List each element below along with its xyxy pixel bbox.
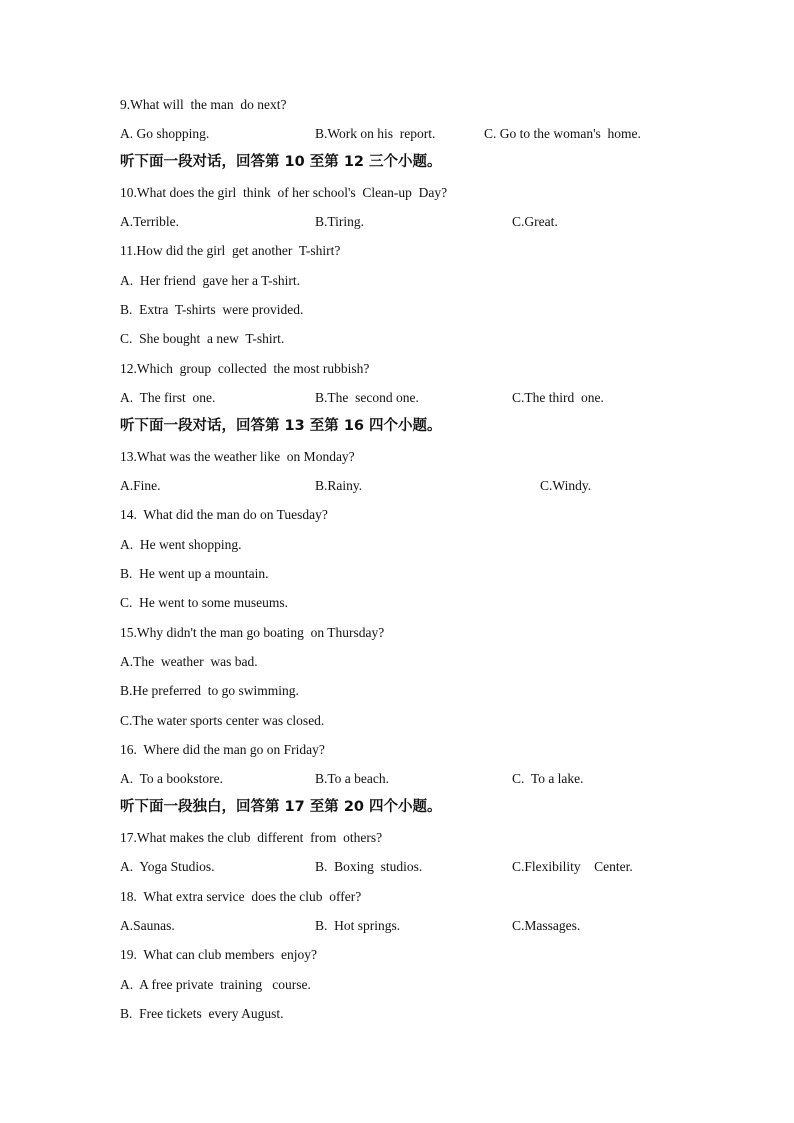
q9-option-b: B.Work on his report. bbox=[315, 126, 436, 141]
question-12: 12.Which group collected the most rubbish? bbox=[120, 361, 370, 376]
question-14: 14. What did the man do on Tuesday? bbox=[120, 507, 328, 522]
q18-option-b: B. Hot springs. bbox=[315, 918, 401, 933]
q12-option-c: C.The third one. bbox=[512, 390, 604, 405]
q14-option-b: B. He went up a mountain. bbox=[120, 566, 269, 581]
q11-option-c: C. She bought a new T-shirt. bbox=[120, 331, 285, 346]
q18-option-c: C.Massages. bbox=[512, 918, 581, 933]
q19-option-a: A. A free private training course. bbox=[120, 977, 311, 992]
section-header-13-16: 听下面一段对话，回答第 13 至第 16 四个小题。 bbox=[120, 418, 442, 434]
q11-option-b: B. Extra T-shirts were provided. bbox=[120, 302, 304, 317]
q15-option-c: C.The water sports center was closed. bbox=[120, 713, 325, 728]
q10-option-b: B.Tiring. bbox=[315, 214, 365, 229]
question-11: 11.How did the girl get another T-shirt? bbox=[120, 243, 341, 258]
question-13: 13.What was the weather like on Monday? bbox=[120, 449, 355, 464]
q13-option-c: C.Windy. bbox=[540, 478, 592, 493]
question-19: 19. What can club members enjoy? bbox=[120, 947, 317, 962]
q16-option-a: A. To a bookstore. bbox=[120, 771, 224, 786]
q12-option-a: A. The first one. bbox=[120, 390, 216, 405]
q9-option-a: A. Go shopping. bbox=[120, 126, 210, 141]
q17-option-b: B. Boxing studios. bbox=[315, 859, 423, 874]
question-9: 9.What will the man do next? bbox=[120, 97, 287, 112]
q10-option-a: A.Terrible. bbox=[120, 214, 180, 229]
q9-option-c: C. Go to the woman's home. bbox=[484, 126, 641, 141]
q10-option-c: C.Great. bbox=[512, 214, 558, 229]
question-16: 16. Where did the man go on Friday? bbox=[120, 742, 325, 757]
q17-option-a: A. Yoga Studios. bbox=[120, 859, 215, 874]
q13-option-b: B.Rainy. bbox=[315, 478, 363, 493]
q15-option-a: A.The weather was bad. bbox=[120, 654, 258, 669]
q13-option-a: A.Fine. bbox=[120, 478, 161, 493]
q17-option-c: C.Flexibility Center. bbox=[512, 859, 633, 874]
question-10: 10.What does the girl think of her school's Clean-up Day? bbox=[120, 185, 448, 200]
question-15: 15.Why didn't the man go boating on Thursday? bbox=[120, 625, 385, 640]
section-header-10-12: 听下面一段对话，回答第 10 至第 12 三个小题。 bbox=[120, 154, 442, 170]
question-17: 17.What makes the club different from others? bbox=[120, 830, 383, 845]
q11-option-a: A. Her friend gave her a T-shirt. bbox=[120, 273, 300, 288]
q19-option-b: B. Free tickets every August. bbox=[120, 1006, 284, 1021]
q18-option-a: A.Saunas. bbox=[120, 918, 175, 933]
question-18: 18. What extra service does the club offer? bbox=[120, 889, 362, 904]
q14-option-a: A. He went shopping. bbox=[120, 537, 242, 552]
q16-option-c: C. To a lake. bbox=[512, 771, 584, 786]
q16-option-b: B.To a beach. bbox=[315, 771, 390, 786]
q12-option-b: B.The second one. bbox=[315, 390, 419, 405]
section-header-17-20: 听下面一段独白，回答第 17 至第 20 四个小题。 bbox=[120, 799, 442, 815]
q14-option-c: C. He went to some museums. bbox=[120, 595, 288, 610]
q15-option-b: B.He preferred to go swimming. bbox=[120, 683, 299, 698]
